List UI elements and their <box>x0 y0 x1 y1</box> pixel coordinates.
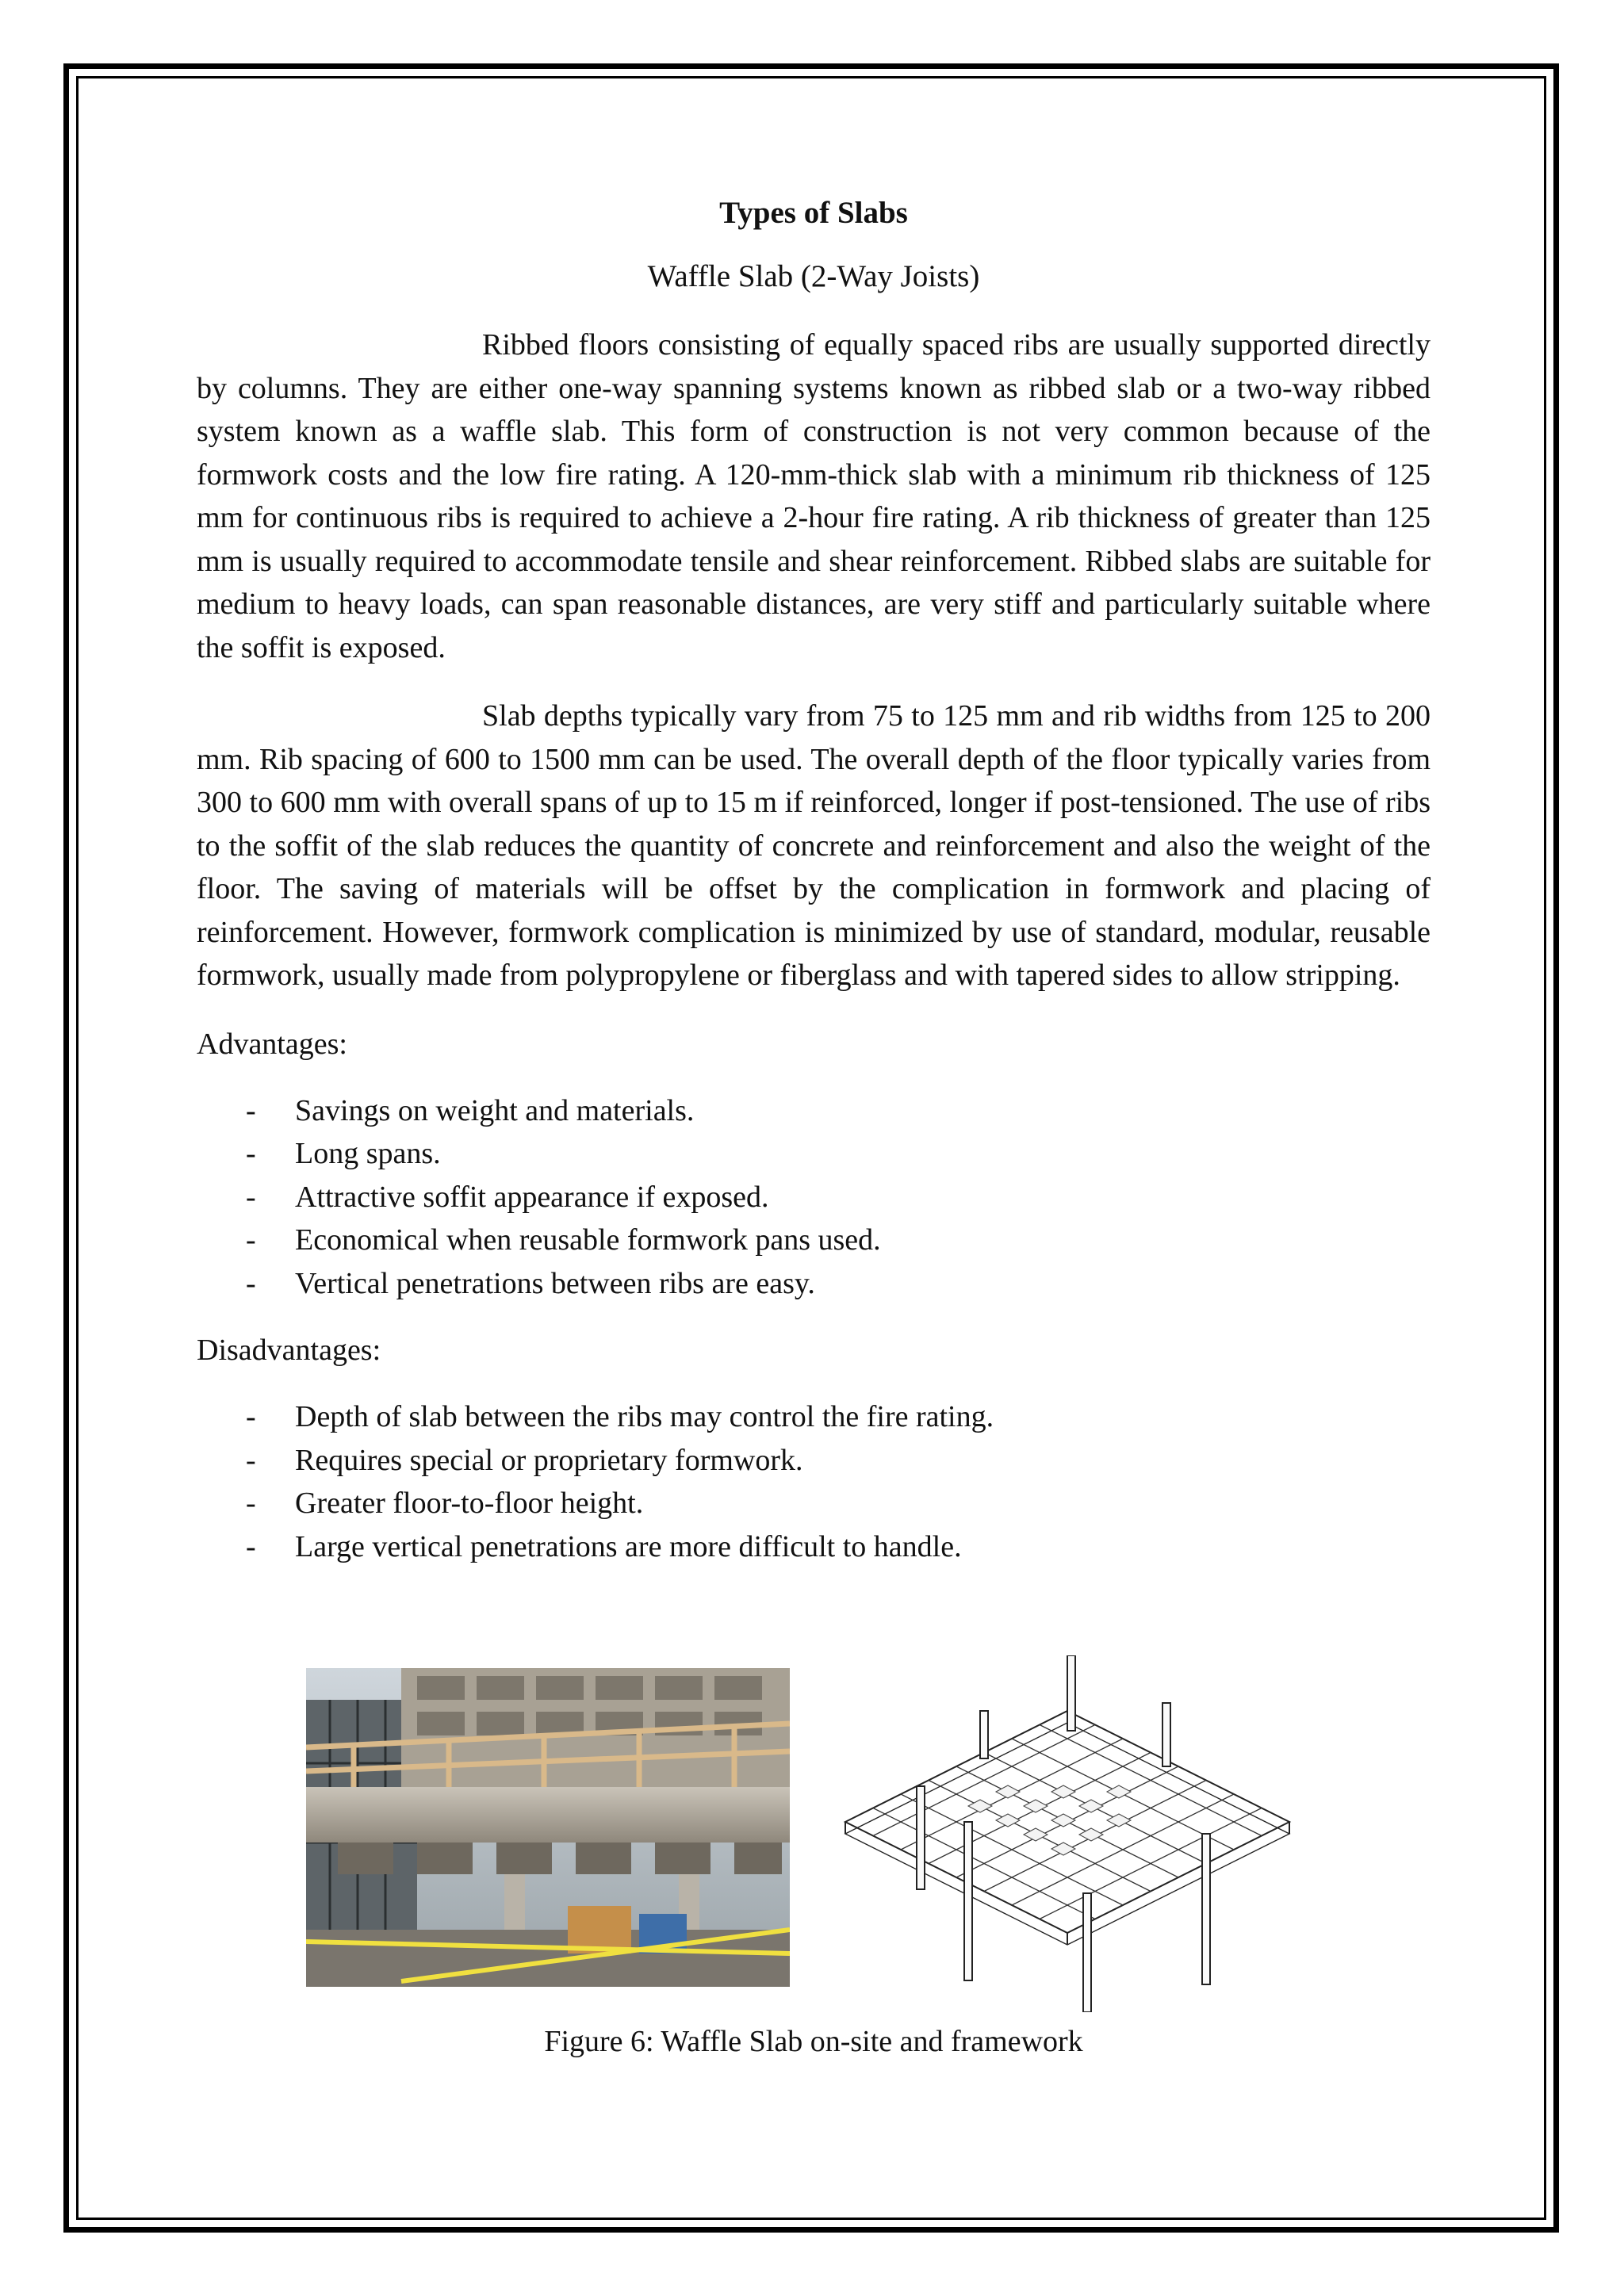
bullet-marker: - <box>246 1223 256 1257</box>
advantages-list <box>197 1089 1431 1306</box>
disadvantages-heading: Disadvantages: <box>197 1334 381 1367</box>
bullet-marker: - <box>246 1180 256 1214</box>
figure-caption: Figure 6: Waffle Slab on-site and framework <box>544 2025 1083 2058</box>
list-item: - Long spans. <box>197 1132 1431 1176</box>
list-item: - Vertical penetrations between ribs are easy. <box>197 1262 1431 1306</box>
waffle-slab-isometric-drawing-icon <box>829 1655 1305 2012</box>
paragraph-2: Slab depths typically vary from 75 to 125 mm and rib widths from 125 to 200 mm. Rib spacing of 600 to 1500 mm can be used. The overall depth of the floor typically varies from 300 to 600 mm with overall spans of up to 15 m if reinforced, longer if post-tensioned. The use of ribs to the soffit of the slab reduces the quantity of concrete and reinforcement and also the weight of the floor. The saving of materials will be offset by the complication in formwork and placing of reinforcement. However, formwork complication is minimized by use of standard, modular, reusable formwork, usually made from polypropylene or fiberglass and with tapered sides to allow stripping. <box>197 699 1431 992</box>
list-item: - Attractive soffit appearance if exposed. <box>197 1176 1431 1219</box>
bullet-marker: - <box>246 1137 256 1170</box>
page-title: Types of Slabs <box>719 196 908 230</box>
list-item: - Savings on weight and materials. <box>197 1089 1431 1133</box>
bullet-marker: - <box>246 1266 256 1300</box>
disadvantages-list <box>197 1395 1431 1568</box>
document-body <box>197 190 1431 1592</box>
paragraph-1: Ribbed floors consisting of equally spaced ribs are usually supported directly by columns. They are either one-way spanning systems known as ribbed slab or a two-way ribbed system known as a waffle slab. This form of construction is not very common because of the formwork costs and the low fire rating. A 120-mm-thick slab with a minimum rib thickness of 125 mm for continuous ribs is required to achieve a 2-hour fire rating. A rib thickness of greater than 125 mm is usually required to accommodate tensile and shear reinforcement. Ribbed slabs are suitable for medium to heavy loads, can span reasonable distances, are very stiff and particularly suitable where the soffit is exposed. <box>197 328 1431 664</box>
advantages-heading: Advantages: <box>197 1027 347 1061</box>
construction-site-photo-icon <box>306 1668 790 1987</box>
bullet-marker: - <box>246 1400 256 1433</box>
bullet-marker: - <box>246 1093 256 1127</box>
list-item: - Large vertical penetrations are more difficult to handle. <box>197 1525 1431 1569</box>
section-subtitle: Waffle Slab (2-Way Joists) <box>647 259 980 293</box>
bullet-marker: - <box>246 1487 256 1520</box>
list-item: - Requires special or proprietary formwork. <box>197 1439 1431 1483</box>
bullet-marker: - <box>246 1443 256 1477</box>
bullet-marker: - <box>246 1529 256 1563</box>
list-item: - Greater floor-to-floor height. <box>197 1482 1431 1525</box>
figure-images <box>306 1668 1305 2009</box>
list-item: - Depth of slab between the ribs may control the fire rating. <box>197 1395 1431 1439</box>
list-item: - Economical when reusable formwork pans used. <box>197 1219 1431 1262</box>
